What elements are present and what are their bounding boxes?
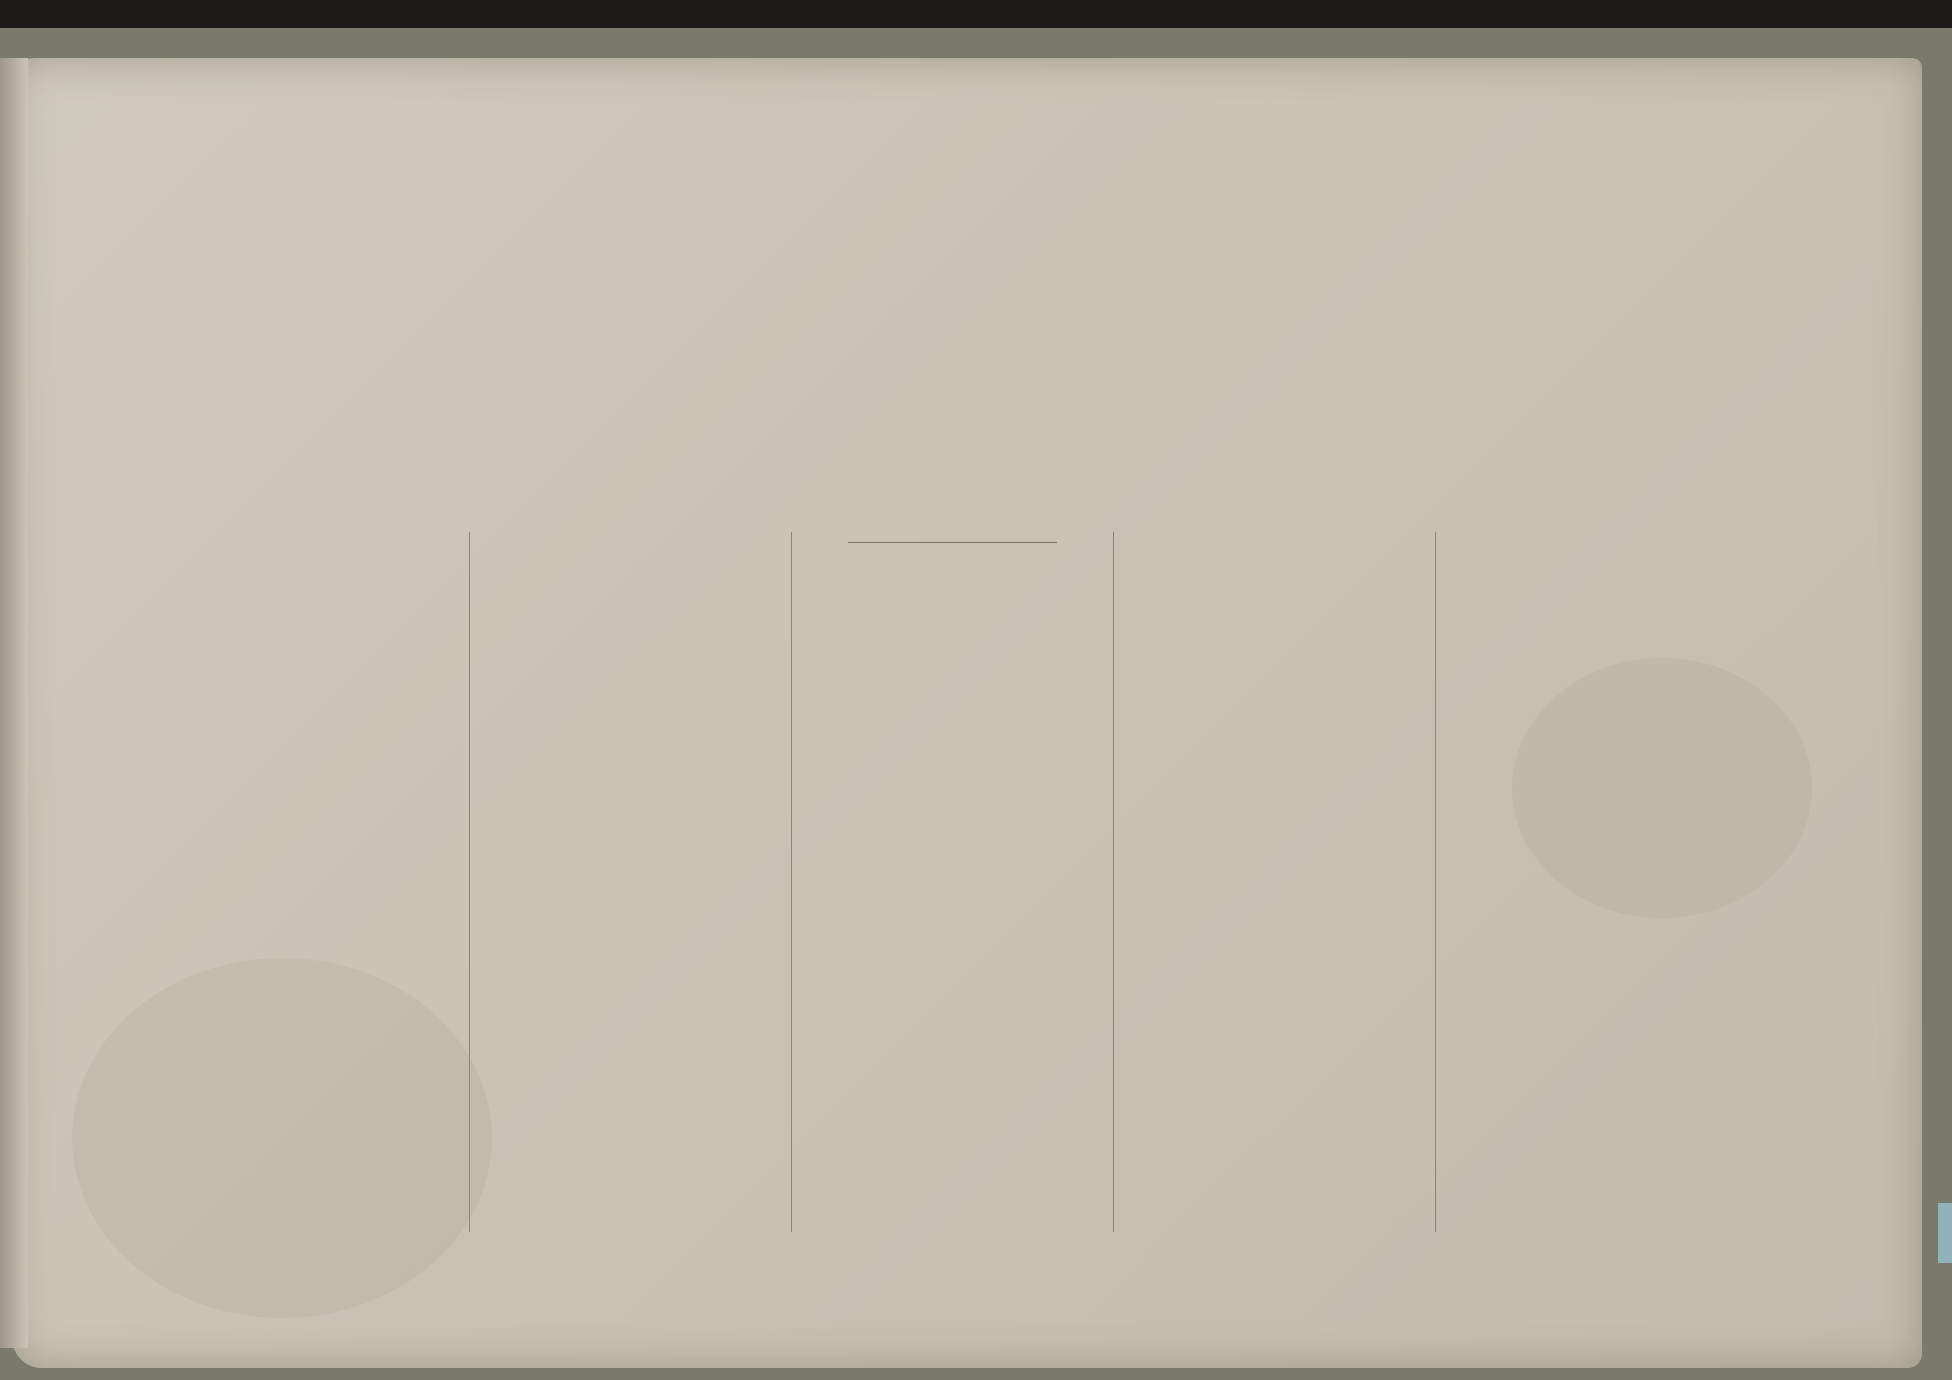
index-column-anthems bbox=[148, 532, 470, 1232]
bottom-index bbox=[148, 532, 1758, 1232]
index-column-hymns bbox=[1436, 532, 1758, 1232]
index-column-singing-class bbox=[792, 532, 1114, 1232]
page-header bbox=[140, 72, 1840, 118]
top-index bbox=[150, 130, 1840, 470]
index-column-chants bbox=[470, 532, 792, 1232]
divider bbox=[848, 542, 1057, 543]
edge-tab bbox=[1938, 1203, 1952, 1263]
book-spine bbox=[0, 58, 28, 1348]
index-column-rounds bbox=[1114, 532, 1436, 1232]
